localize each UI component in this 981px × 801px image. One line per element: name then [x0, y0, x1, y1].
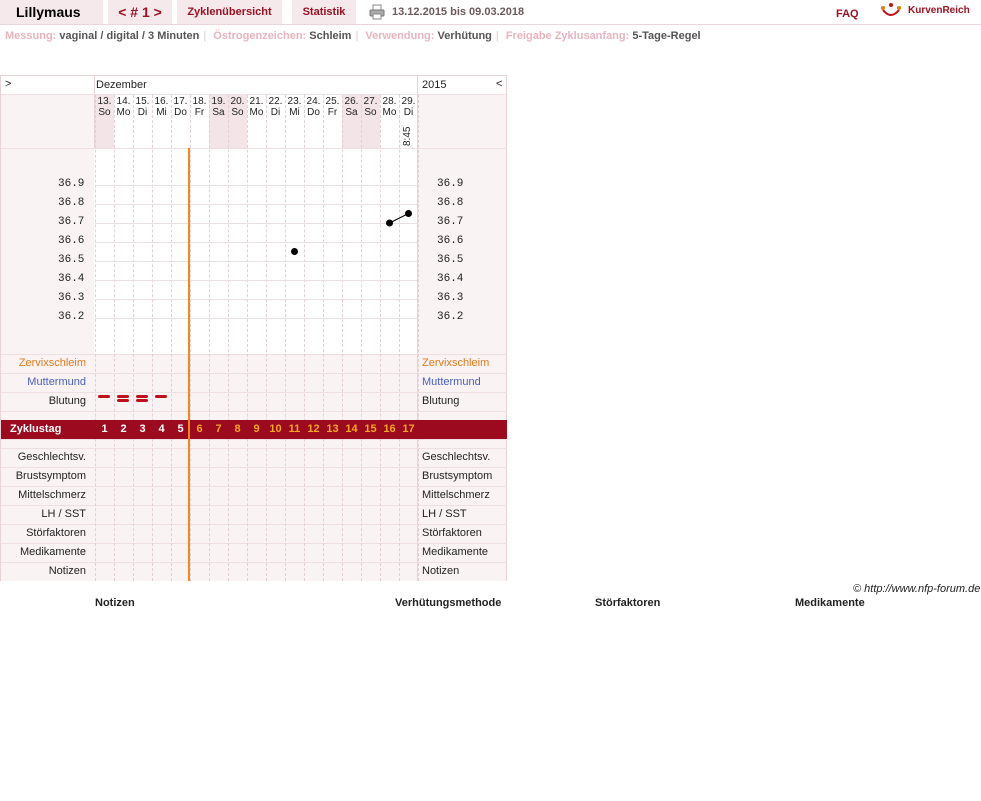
temp-tick-left: 36.4 — [58, 273, 85, 285]
day-weekday: Mo — [116, 107, 131, 118]
bleeding-mark[interactable] — [98, 395, 110, 398]
cycle-day: 1 — [101, 423, 108, 435]
day-date: 19. — [211, 96, 226, 107]
day-weekday: Mi — [289, 107, 300, 118]
row-label: Notizen — [48, 565, 86, 577]
cycle-day: 17 — [402, 423, 415, 435]
day-date: 13. — [97, 96, 112, 107]
cycle-day: 8 — [234, 423, 241, 435]
day-date: 28. — [382, 96, 397, 107]
temp-tick-right: 36.6 — [437, 235, 464, 247]
footer-notes: Notizen — [95, 597, 135, 609]
temp-tick-right: 36.7 — [437, 216, 464, 228]
day-weekday: Di — [270, 107, 281, 118]
day-weekday: So — [98, 107, 111, 118]
scroll-left-button[interactable]: > — [5, 78, 12, 90]
day-weekday: Do — [307, 107, 320, 118]
row-label: Brustsymptom — [15, 470, 86, 482]
cycle-day: 14 — [345, 423, 358, 435]
temp-tick-left: 36.3 — [58, 292, 85, 304]
release-label: Freigabe Zyklusanfang: — [505, 30, 630, 42]
row-label-right: Medikamente — [422, 546, 489, 558]
day-date: 25. — [325, 96, 340, 107]
row-label-right: Störfaktoren — [422, 527, 482, 539]
cycle-start-marker — [188, 148, 190, 581]
day-date: 16. — [154, 96, 169, 107]
tab-cycle-overview[interactable]: Zyklenübersicht — [177, 0, 282, 24]
settings-info: Messung: vaginal / digital / 3 Minuten | Östrogenzeichen: Schleim | Verwendung: Verhütung | Freigabe Zyklusanfang: 5-Tage-Regel — [5, 30, 701, 42]
row-label-right: Mittelschmerz — [422, 489, 490, 501]
day-weekday: Do — [174, 107, 187, 118]
day-weekday: Fr — [327, 107, 338, 118]
row-label-right: Brustsymptom — [422, 470, 493, 482]
use-value: Verhütung — [437, 30, 492, 42]
row-label-right: LH / SST — [422, 508, 467, 520]
day-date: 17. — [173, 96, 188, 107]
row-label-right: Notizen — [422, 565, 460, 577]
footer-meds: Medikamente — [795, 597, 865, 609]
measure-value: vaginal / digital / 3 Minuten — [59, 30, 200, 42]
cycle-day: 15 — [364, 423, 377, 435]
day-date: 22. — [268, 96, 283, 107]
release-value: 5-Tage-Regel — [632, 30, 701, 42]
tab-statistics[interactable]: Statistik — [292, 0, 356, 24]
copyright[interactable]: © http://www.nfp-forum.de — [853, 583, 981, 595]
day-date: 14. — [116, 96, 131, 107]
measure-label: Messung: — [5, 30, 57, 42]
day-weekday: Mo — [249, 107, 264, 118]
year-label: 2015 — [422, 79, 447, 91]
temp-tick-right: 36.2 — [437, 311, 464, 323]
row-label-mouth-right: Muttermund — [422, 376, 481, 388]
day-weekday: So — [231, 107, 244, 118]
row-label-bleeding-right: Blutung — [422, 395, 460, 407]
bleeding-mark[interactable] — [155, 395, 167, 398]
day-weekday: Sa — [212, 107, 225, 118]
day-date: 18. — [192, 96, 207, 107]
temp-tick-left: 36.8 — [58, 197, 85, 209]
cycle-day: 10 — [269, 423, 282, 435]
cycle-day: 16 — [383, 423, 396, 435]
day-date: 24. — [306, 96, 321, 107]
row-label-mouth: Muttermund — [27, 376, 86, 388]
row-label: LH / SST — [41, 508, 86, 520]
cycle-day: 9 — [253, 423, 260, 435]
day-date: 26. — [344, 96, 359, 107]
temp-tick-right: 36.9 — [437, 178, 464, 190]
temp-point[interactable] — [405, 210, 412, 217]
day-date: 20. — [230, 96, 245, 107]
cycle-day: 3 — [139, 423, 146, 435]
temp-tick-right: 36.3 — [437, 292, 464, 304]
temp-tick-left: 36.6 — [58, 235, 85, 247]
day-weekday: Mo — [382, 107, 397, 118]
cycle-day: 13 — [326, 423, 339, 435]
temp-tick-right: 36.5 — [437, 254, 464, 266]
day-date: 27. — [363, 96, 378, 107]
cycle-day: 12 — [307, 423, 320, 435]
day-weekday: Sa — [345, 107, 358, 118]
cycle-day: 11 — [288, 423, 301, 435]
temp-tick-left: 36.9 — [58, 178, 85, 190]
footer-method: Verhütungsmethode — [395, 597, 502, 609]
cycle-day-label: Zyklustag — [10, 423, 62, 435]
day-weekday: Fr — [194, 107, 205, 118]
row-label-cervix-right: Zervixschleim — [422, 357, 490, 369]
temp-tick-right: 36.4 — [437, 273, 464, 285]
scroll-right-button[interactable]: < — [496, 78, 503, 90]
day-weekday: So — [364, 107, 377, 118]
day-weekday: Di — [403, 107, 414, 118]
temp-tick-left: 36.5 — [58, 254, 85, 266]
row-label-bleeding: Blutung — [48, 395, 86, 407]
bleeding-mark[interactable] — [136, 399, 148, 402]
day-date: 15. — [135, 96, 150, 107]
temp-point[interactable] — [291, 248, 298, 255]
temp-tick-left: 36.7 — [58, 216, 85, 228]
day-weekday: Mi — [156, 107, 167, 118]
row-label: Störfaktoren — [26, 527, 86, 539]
row-label: Medikamente — [19, 546, 86, 558]
day-date: 29. — [401, 96, 416, 107]
cycle-nav[interactable]: < # 1 > — [108, 0, 172, 24]
user-name: Lillymaus — [0, 0, 103, 24]
use-label: Verwendung: — [365, 30, 435, 42]
row-label: Mittelschmerz — [18, 489, 86, 501]
cycle-day: 4 — [158, 423, 165, 435]
row-label-right: Geschlechtsv. — [422, 451, 491, 463]
month-label: Dezember — [96, 79, 147, 91]
day-date: 23. — [287, 96, 302, 107]
cycle-day: 5 — [177, 423, 184, 435]
faq-link[interactable]: FAQ — [836, 8, 859, 20]
crown-icon — [880, 2, 902, 20]
cycle-day: 2 — [120, 423, 127, 435]
row-label-cervix: Zervixschleim — [18, 357, 86, 369]
logo-text[interactable]: KurvenReich — [908, 5, 970, 16]
temp-tick-left: 36.2 — [58, 311, 85, 323]
estrogen-label: Östrogenzeichen: — [213, 30, 307, 42]
bleeding-mark[interactable] — [136, 395, 148, 398]
estrogen-value: Schleim — [309, 30, 352, 42]
cycle-day: 7 — [215, 423, 222, 435]
temp-tick-right: 36.8 — [437, 197, 464, 209]
cycle-day: 6 — [196, 423, 203, 435]
date-range: 13.12.2015 bis 09.03.2018 — [392, 6, 525, 18]
row-label: Geschlechtsv. — [17, 451, 86, 463]
day-weekday: Di — [137, 107, 148, 118]
bleeding-mark[interactable] — [117, 395, 129, 398]
bleeding-mark[interactable] — [117, 399, 129, 402]
footer-disturb: Störfaktoren — [595, 597, 661, 609]
day-date: 21. — [249, 96, 264, 107]
